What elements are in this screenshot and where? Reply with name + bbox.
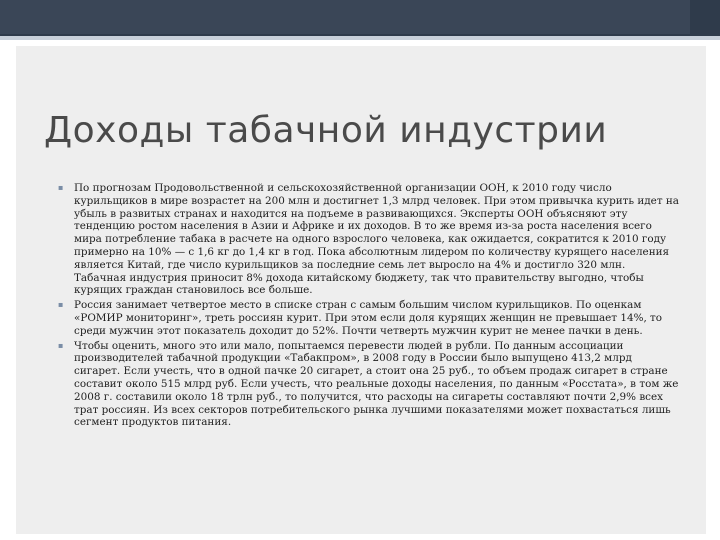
bullet-marker-icon: ▪ xyxy=(58,340,64,350)
bullet-item-forecast xyxy=(58,182,680,297)
bullet-list xyxy=(58,182,680,431)
bullet-marker-icon: ▪ xyxy=(58,300,64,310)
bullet-text: По прогнозам Продовольственной и сельскохозяйственной организации ООН, к 2010 году число курильщиков в мире возрастет на 200 млн и достигнет 1,3 млрд человек. При этом привычка курить идет на убыль в развитых странах и находится на подъеме в развивающихся. Эксперты ООН объясняют эту тенденцию ростом населения в Азии и Африке и их доходов. В то же время из-за роста населения всего мира потребление табака в расчете на одного взрослого человека, как ожидается, сократится к 2010 году примерно на 10% — с 1,6 кг до 1,4 кг в год. Пока абсолютным лидером по количеству курящего населения является Китай, где число курильщиков за последние семь лет выросло на 4% и достигло 320 млн. Табачная индустрия приносит 8% дохода китайскому бюджету, так что правительству выгодно, чтобы курящих граждан становилось все больше. xyxy=(74,182,680,297)
header-bar xyxy=(0,0,720,40)
bullet-marker-icon: ▪ xyxy=(58,183,64,192)
bullet-text: Чтобы оценить, много это или мало, попытаемся перевести людей в рубли. По данным ассоциации производителей табачной продукции «Табакпром», в 2008 году в России было выпущено 413,2 млрд сигарет. Если учесть, что в одной пачке 20 сигарет, а стоит она 25 руб., то объем продаж сигарет в стране составит около 515 млрд руб. Если учесть, что реальные доходы населения, по данным «Росстата», в том же 2008 г. составили около 18 трлн руб., то получится, что расходы на сигареты составляют почти 2,9% всех трат россиян. Из всех секторов потребительского рынка лучшими показателями может похвастаться лишь сегмент продуктов питания. xyxy=(74,339,679,429)
bullet-item-rubles xyxy=(58,340,680,430)
slide-title: Доходы табачной индустрии xyxy=(44,110,608,151)
header-accent xyxy=(0,0,690,34)
bullet-item-russia xyxy=(58,299,680,337)
header-stripe xyxy=(0,36,720,40)
bullet-text: Россия занимает четвертое место в списке стран с самым большим числом курильщиков. По оценкам «РОМИР мониторинг», треть россиян курит. При этом если доля курящих женщин не превышает 14%, то среди мужчин этот показатель доходит до 52%. Почти четверть мужчин курит не менее пачки в день. xyxy=(74,299,663,337)
